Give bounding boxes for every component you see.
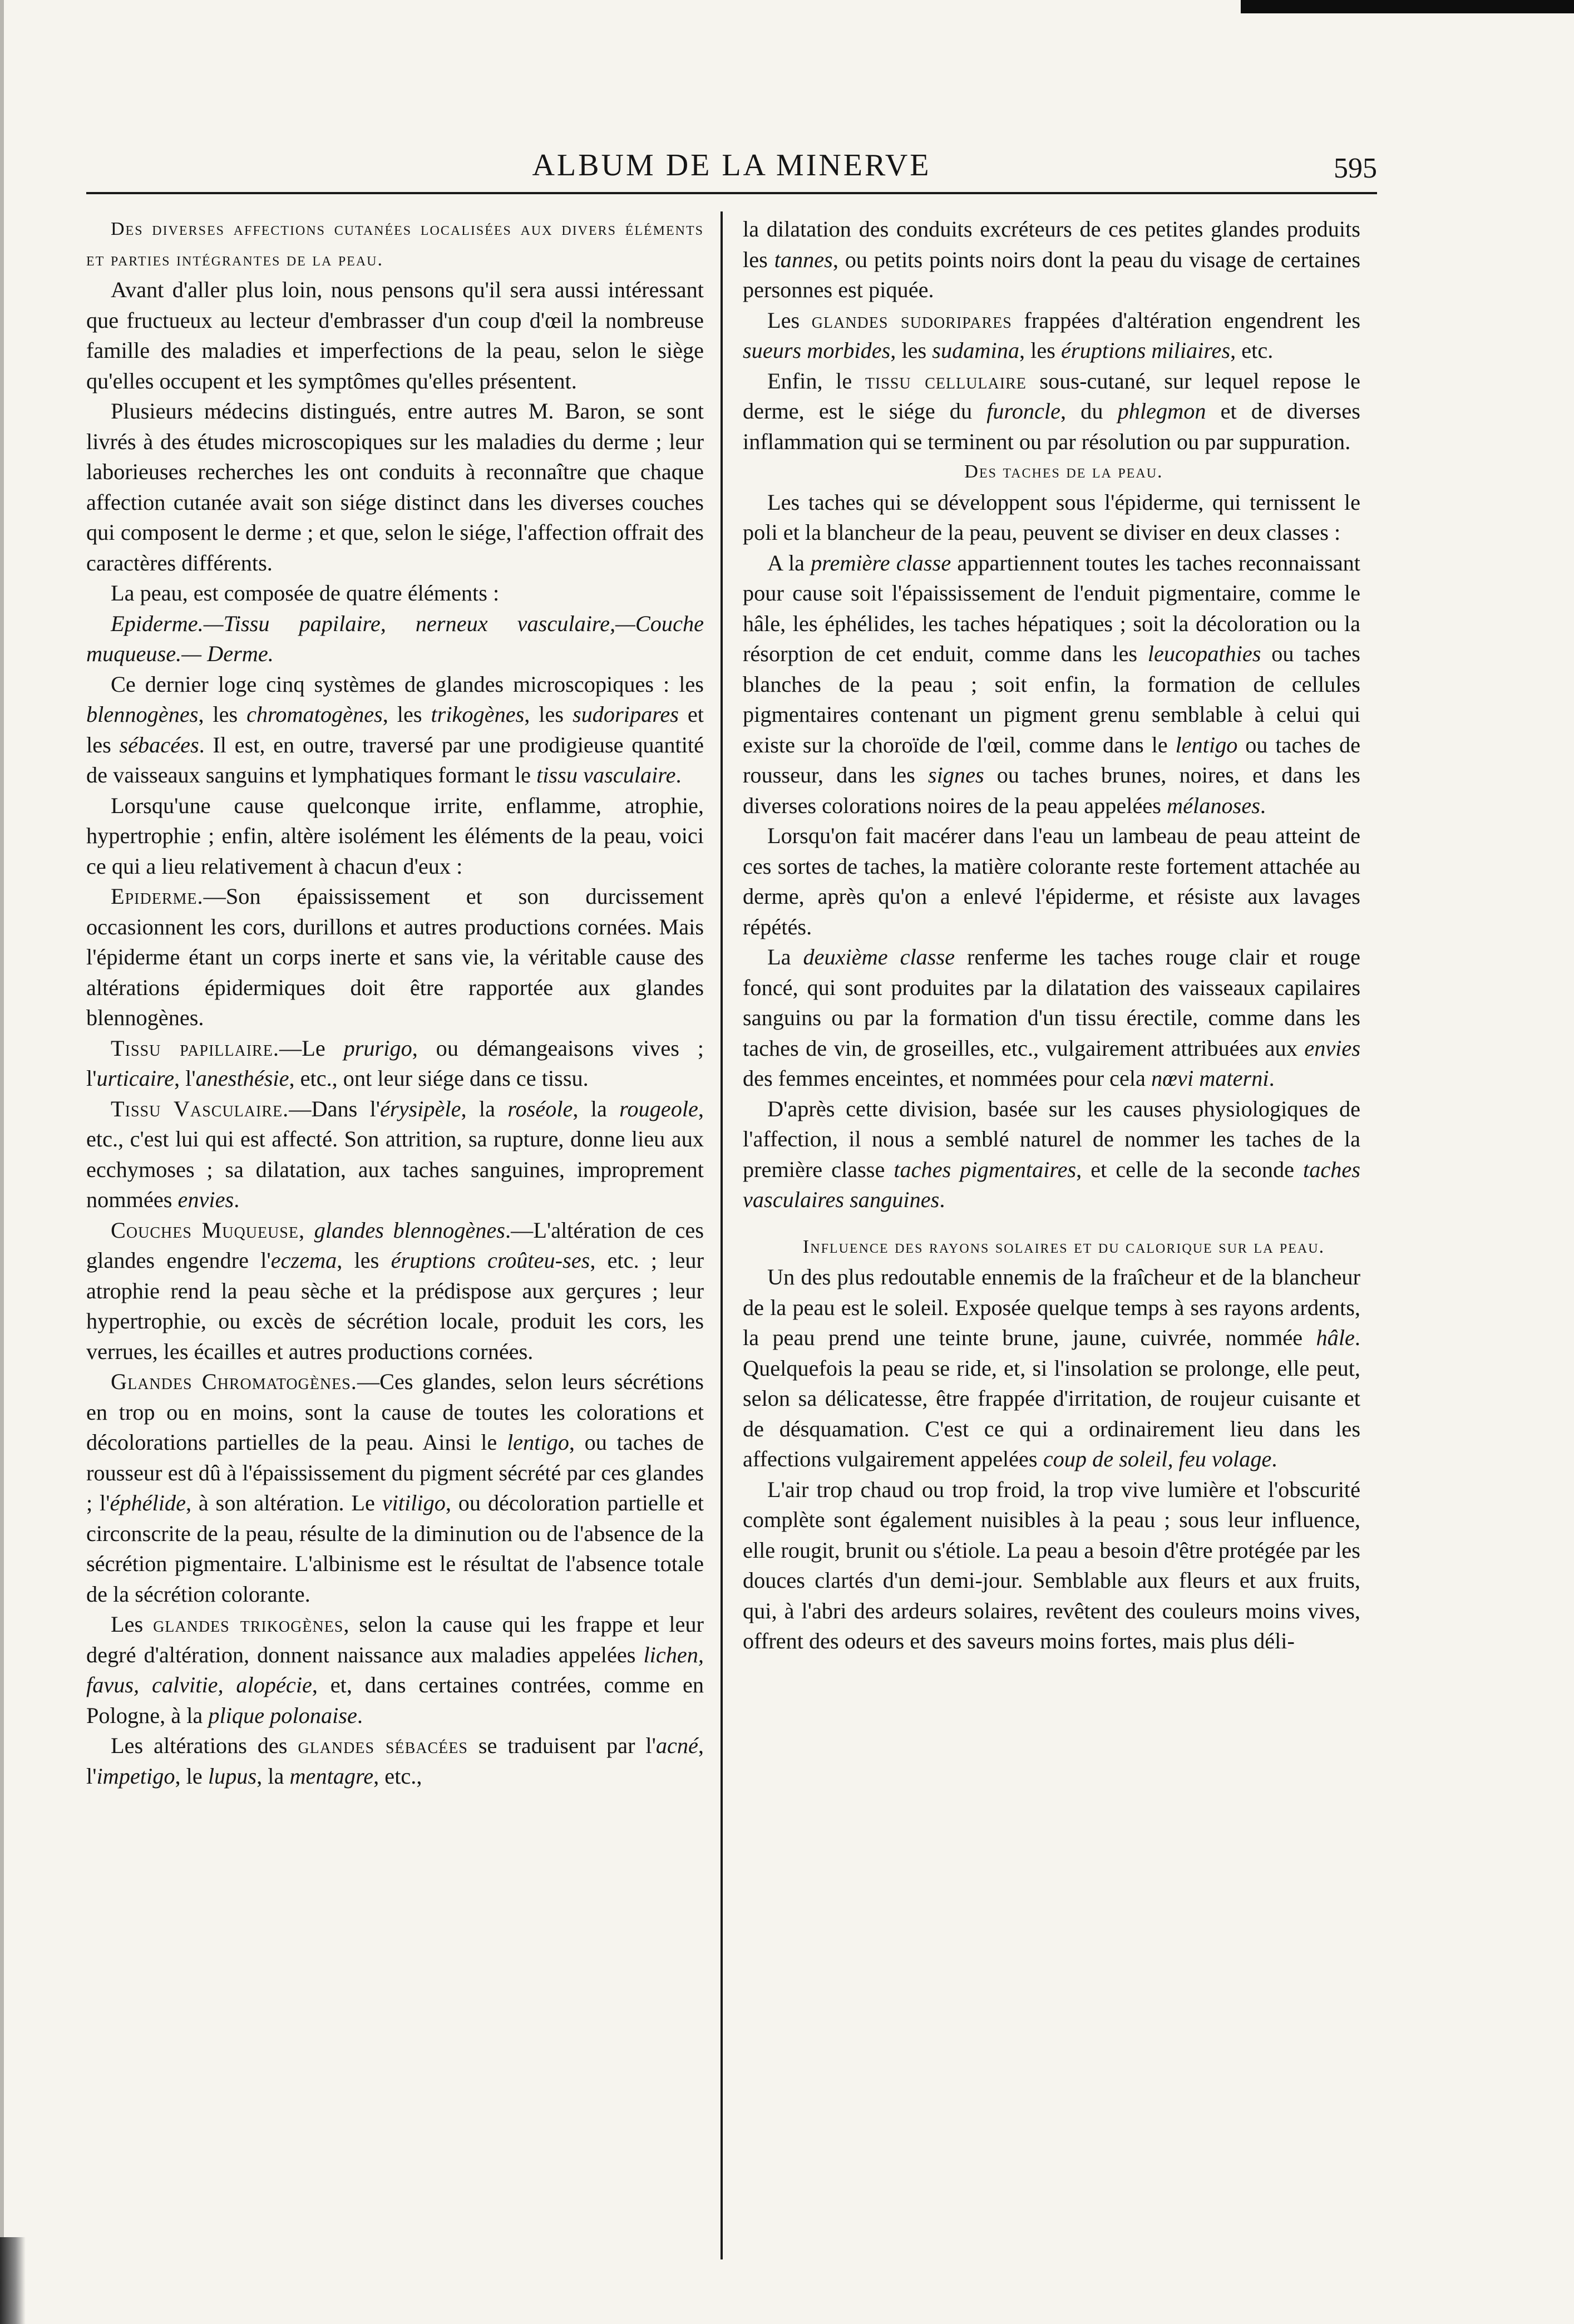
page-number: 595 <box>1334 152 1377 184</box>
text: des femmes enceintes, et nommées pour cela <box>743 1066 1152 1091</box>
run-in-heading: glandes sébacées <box>298 1733 468 1758</box>
italic-text: lentigo <box>1175 732 1238 757</box>
paragraph: Les taches qui se développent sous l'épiderme, qui ternissent le poli et la blancheur de la peau, peuvent se diviser en deux classes : <box>743 489 1360 545</box>
text: , les <box>890 338 932 363</box>
text: et de diverses inflammation qui se terminent ou par résolution ou par suppuration. <box>743 398 1360 454</box>
text: appartiennent toutes les taches reconnaissant pour cause soit l'épaississement de l'enduit pigmentaire, comme le hâle, les éphélides, les taches hépatiques ; soit la décoloration ou la résorption de cet enduit, comme dans les <box>743 550 1361 666</box>
italic-text: anesthésie <box>195 1066 289 1091</box>
italic-text: lentigo <box>506 1430 569 1455</box>
italic-text: signes <box>927 762 984 787</box>
section-heading: Des diverses affections cutanées localisées aux divers éléments et parties intégrantes de la peau. <box>86 219 704 270</box>
text: , la <box>573 1096 620 1121</box>
text: Les <box>111 1612 154 1637</box>
paragraph <box>743 548 1360 821</box>
italic-text: eczema <box>270 1248 337 1273</box>
text: , selon la cause qui les frappe et leur degré d'altération, donnent naissance aux maladies appelées <box>86 1612 704 1667</box>
paragraph: Plusieurs médecins distingués, entre autres M. Baron, se sont livrés à des études microscopiques sur les maladies du derme ; leur laborieuses recherches les ont conduits à reconnaître que chaque affection cutanée avait son siége distinct dans les diverses couches qui composent le derme ; et que, selon le siége, l'affection offrait des caractères différents. <box>86 398 704 575</box>
text: , le <box>175 1763 208 1789</box>
run-in-heading: glandes trikogènes <box>153 1612 344 1637</box>
text: , du <box>1060 398 1118 424</box>
text: , à son altération. Le <box>185 1490 382 1515</box>
italic-text: première classe <box>811 550 951 575</box>
text: —Ces glandes, selon leurs sécrétions en trop ou en moins, sont la cause de toutes les colorations et décolorations partielles de la peau. Ainsi le <box>86 1369 704 1455</box>
paragraph: Avant d'aller plus loin, nous pensons qu'il sera aussi intéressant que fructueux au lecteur d'embrasser d'un coup d'œil la nombreuse famille des maladies et imperfections de la peau, selon le siège qu'elles occupent et les symptômes qu'elles présentent. <box>86 277 704 393</box>
text: , les <box>1019 338 1062 363</box>
text: , ou démangeaisons vives ; l' <box>86 1035 704 1091</box>
paragraph <box>743 1262 1360 1475</box>
text: . Il est, en outre, traversé par une prodigieuse quantité de vaisseaux sanguins et lymphatiques formant le <box>86 732 704 787</box>
italic-text: prurigo <box>343 1035 412 1061</box>
text: , les <box>524 702 573 727</box>
italic-text: roséole <box>507 1096 573 1121</box>
text: A la <box>767 550 811 575</box>
italic-text: tannes <box>774 247 833 272</box>
text: , etc., c'est lui qui est affecté. Son attrition, sa rupture, donne lieu aux ecchymoses ; sa dilatation, aux taches sanguines, improprement nommées <box>86 1096 704 1212</box>
text: et les <box>86 702 704 757</box>
text: Les <box>767 307 812 333</box>
italic-text: éphélide <box>110 1490 186 1515</box>
italic-text: blennogènes <box>86 702 199 727</box>
text: Ce dernier loge cinq systèmes de glandes microscopiques : les <box>111 671 704 697</box>
text: , ou décoloration partielle et circonscrite de la peau, résulte de la diminution ou de l'absence de la sécrétion pigmentaire. L'albinisme est le résultat de l'absence totale de la sécrétion colorante. <box>86 1490 704 1607</box>
paragraph: L'air trop chaud ou trop froid, la trop vive lumière et l'obscurité complète sont également nuisibles à la peau ; sous leur influence, elle rougit, brunit ou s'étiole. La peau a besoin d'être protégée par les douces clartés d'un demi-jour. Semblable aux fleurs et aux fruits, qui, à l'abri des ardeurs solaires, revêtent des couleurs moins vives, offrent des odeurs et des saveurs moins fortes, mais plus déli- <box>743 1476 1360 1653</box>
text: , l' <box>174 1066 196 1091</box>
paragraph: Lorsqu'une cause quelconque irrite, enflamme, atrophie, hypertrophie ; enfin, altère isolément les éléments de la peau, voici ce qui a lieu relativement à chacun d'eux : <box>86 792 704 879</box>
italic-text: sueurs morbides <box>743 338 891 363</box>
italic-text: nœvi materni <box>1151 1066 1269 1091</box>
text: . <box>357 1702 363 1728</box>
paragraph <box>86 1033 704 1094</box>
italic-text: impetigo <box>96 1763 175 1789</box>
running-header <box>86 147 1377 186</box>
italic-text: coup de soleil, feu volage <box>1043 1446 1272 1471</box>
italic-text: plique polonaise <box>208 1702 357 1728</box>
text: , ou petits points noirs dont la peau du visage de certaines personnes est piquée. <box>743 247 1361 302</box>
text: sous-cutané, sur lequel repose le derme, est le siége du <box>743 368 1360 424</box>
run-in-heading: tissu cellulaire <box>865 368 1027 393</box>
text: ou taches brunes, noires, et dans les diverses colorations noires de la peau appelées <box>743 762 1360 818</box>
italic-text: sébacées <box>119 732 199 757</box>
italic-text: phlegmon <box>1117 398 1206 424</box>
italic-text: tissu vasculaire <box>536 762 676 787</box>
text: , les <box>337 1248 391 1273</box>
text: . <box>1260 792 1266 818</box>
paragraph <box>86 1215 704 1367</box>
text: —Son épaississement et son durcissement occasionnent les cors, durillons et autres productions cornées. Mais l'épiderme étant un corps inerte et sans vie, la véritable cause des altérations épidermiques doit être rapportée aux glandes blennogènes. <box>86 884 704 1030</box>
italic-text: Epiderme.—Tissu papilaire, nerneux vasculaire,—Couche muqueuse.— Derme. <box>86 610 704 666</box>
italic-text: rougeole <box>619 1096 698 1121</box>
text: , etc. <box>1230 338 1274 363</box>
text: , et celle de la seconde <box>1076 1156 1304 1182</box>
italic-text: deuxième classe <box>803 944 955 969</box>
text: , les <box>198 702 247 727</box>
paragraph <box>743 214 1360 306</box>
italic-text: taches vasculaires sanguines <box>743 1156 1360 1212</box>
text: .—L'altération de ces glandes engendre l' <box>86 1217 704 1273</box>
journal-title: ALBUM DE LA MINERVE <box>532 148 931 183</box>
italic-text: érysipèle <box>380 1096 461 1121</box>
paragraph <box>86 1094 704 1215</box>
paragraph <box>743 366 1360 457</box>
paragraph <box>86 609 704 669</box>
paragraph: Lorsqu'on fait macérer dans l'eau un lambeau de peau atteint de ces sortes de taches, la matière colorante reste fortement attachée au derme, après qu'on a enlevé l'épiderme, et résiste aux lavages répétés. <box>743 823 1360 939</box>
paragraph <box>743 942 1360 1094</box>
right-column <box>743 214 1360 1657</box>
run-in-heading: Tissu papillaire. <box>111 1035 279 1061</box>
italic-text: sudamina <box>932 338 1020 363</box>
scan-left-edge <box>0 0 4 2324</box>
text: , la <box>461 1096 508 1121</box>
italic-text: urticaire <box>96 1066 174 1091</box>
text: renferme les taches rouge clair et rouge foncé, qui sont produites par la dilatation des vaisseaux capilaires sanguins ou par la formation d'un tissu érectile, comme dans les taches de vin, de groseilles, etc., vulgairement attribuées aux <box>743 944 1360 1061</box>
text: —Dans l' <box>289 1096 381 1121</box>
text: se traduisent par l' <box>467 1733 656 1758</box>
italic-text: sudoripares <box>572 702 679 727</box>
italic-text: mélanoses <box>1167 792 1260 818</box>
italic-text: chromatogènes <box>246 702 383 727</box>
italic-text: hâle <box>1316 1325 1355 1350</box>
italic-text: taches pigmentaires <box>894 1156 1077 1182</box>
text: D'après cette division, basée sur les causes physiologiques de l'affection, il nous a semblé naturel de nommer les taches de la première classe <box>743 1096 1360 1182</box>
text: , etc. ; leur atrophie rend la peau sèche et la prédispose aux gerçures ; leur hypertrophie, ou excès de sécrétion locale, produit les cors, les verrues, les écailles et autres productions cornées. <box>86 1248 704 1364</box>
text: . <box>939 1187 945 1212</box>
italic-text: lichen, favus, calvitie, alopécie <box>86 1642 704 1697</box>
italic-text: trikogènes <box>431 702 525 727</box>
text: Enfin, le <box>767 368 865 393</box>
italic-text: acné <box>655 1733 698 1758</box>
text: Un des plus redoutable ennemis de la fraîcheur et de la blancheur de la peau est le soleil. Exposée quelque temps à ses rayons ardents, la peau prend une teinte brune, jaune, cuivrée, nommée <box>743 1264 1360 1350</box>
italic-text: éruptions miliaires <box>1061 338 1231 363</box>
text: , ou taches de rousseur est dû à l'épaississement du pigment sécrété par ces glandes ; l' <box>86 1430 704 1515</box>
paragraph <box>743 306 1360 366</box>
text: La <box>767 944 803 969</box>
text: . <box>1271 1446 1277 1471</box>
text <box>305 1218 314 1243</box>
run-in-heading: Epiderme. <box>111 884 204 909</box>
text: . <box>234 1187 240 1212</box>
italic-text: vitiligo <box>382 1490 446 1515</box>
italic-text: lupus <box>208 1763 257 1789</box>
text: ou taches blanches de la peau ; soit enfin, la formation de cellules pigmentaires contenant un pigment grenu semblable à celui qui existe sur la choroïde de l'œil, comme dans le <box>743 641 1360 757</box>
scan-edge-mark <box>0 2237 26 2324</box>
run-in-heading: Tissu Vasculaire. <box>111 1096 289 1121</box>
column-rule <box>721 211 723 2259</box>
italic-text: envies <box>177 1187 234 1212</box>
text: , etc., <box>373 1763 422 1789</box>
paragraph <box>86 1731 704 1791</box>
text: , les <box>382 702 431 727</box>
text: frappées d'altération engendrent les <box>1011 307 1360 333</box>
text: . <box>1269 1066 1275 1091</box>
header-rule <box>86 192 1377 194</box>
run-in-heading: glandes sudoripares <box>811 307 1012 333</box>
text: , l' <box>86 1733 704 1789</box>
paragraph <box>86 669 704 791</box>
paragraph <box>86 882 704 1033</box>
text: , la <box>256 1763 290 1789</box>
section-heading: Influence des rayons solaires et du calorique sur la peau. <box>802 1236 1325 1257</box>
run-in-heading: Glandes Chromatogènes. <box>111 1369 357 1394</box>
text: la dilatation des conduits excréteurs de ces petites glandes produits les <box>743 216 1360 272</box>
paragraph: La peau, est composée de quatre éléments : <box>111 580 500 605</box>
section-heading: Des taches de la peau. <box>964 461 1163 482</box>
left-column <box>86 214 704 1791</box>
text: , etc., ont leur siége dans ce tissu. <box>289 1066 589 1091</box>
italic-text: furoncle <box>986 398 1060 424</box>
text: ou taches de rousseur, dans les <box>743 732 1360 787</box>
text: , et, dans certaines contrées, comme en Pologne, à la <box>86 1672 704 1728</box>
text: . <box>675 762 682 787</box>
italic-text: glandes blennogènes <box>314 1217 505 1243</box>
italic-text: envies <box>1304 1035 1360 1061</box>
text: Les altérations des <box>111 1733 298 1758</box>
paragraph <box>743 1094 1360 1215</box>
text: —Le <box>279 1035 344 1061</box>
italic-text: éruptions croûteu-ses <box>391 1248 590 1273</box>
paragraph <box>86 1367 704 1609</box>
scan-top-bar <box>1241 0 1574 13</box>
italic-text: mentagre <box>289 1763 374 1789</box>
text: . Quelquefois la peau se ride, et, si l'insolation se prolonge, elle peut, selon sa délicatesse, être frappée d'irritation, de roujeur cuisante et de désquamation. C'est ce qui a ordinairement lieu dans les affections vulgairement appelées <box>743 1325 1360 1471</box>
run-in-heading: Couches Muqueuse, <box>111 1217 305 1243</box>
italic-text: leucopathies <box>1147 641 1261 666</box>
paragraph <box>86 1609 704 1731</box>
